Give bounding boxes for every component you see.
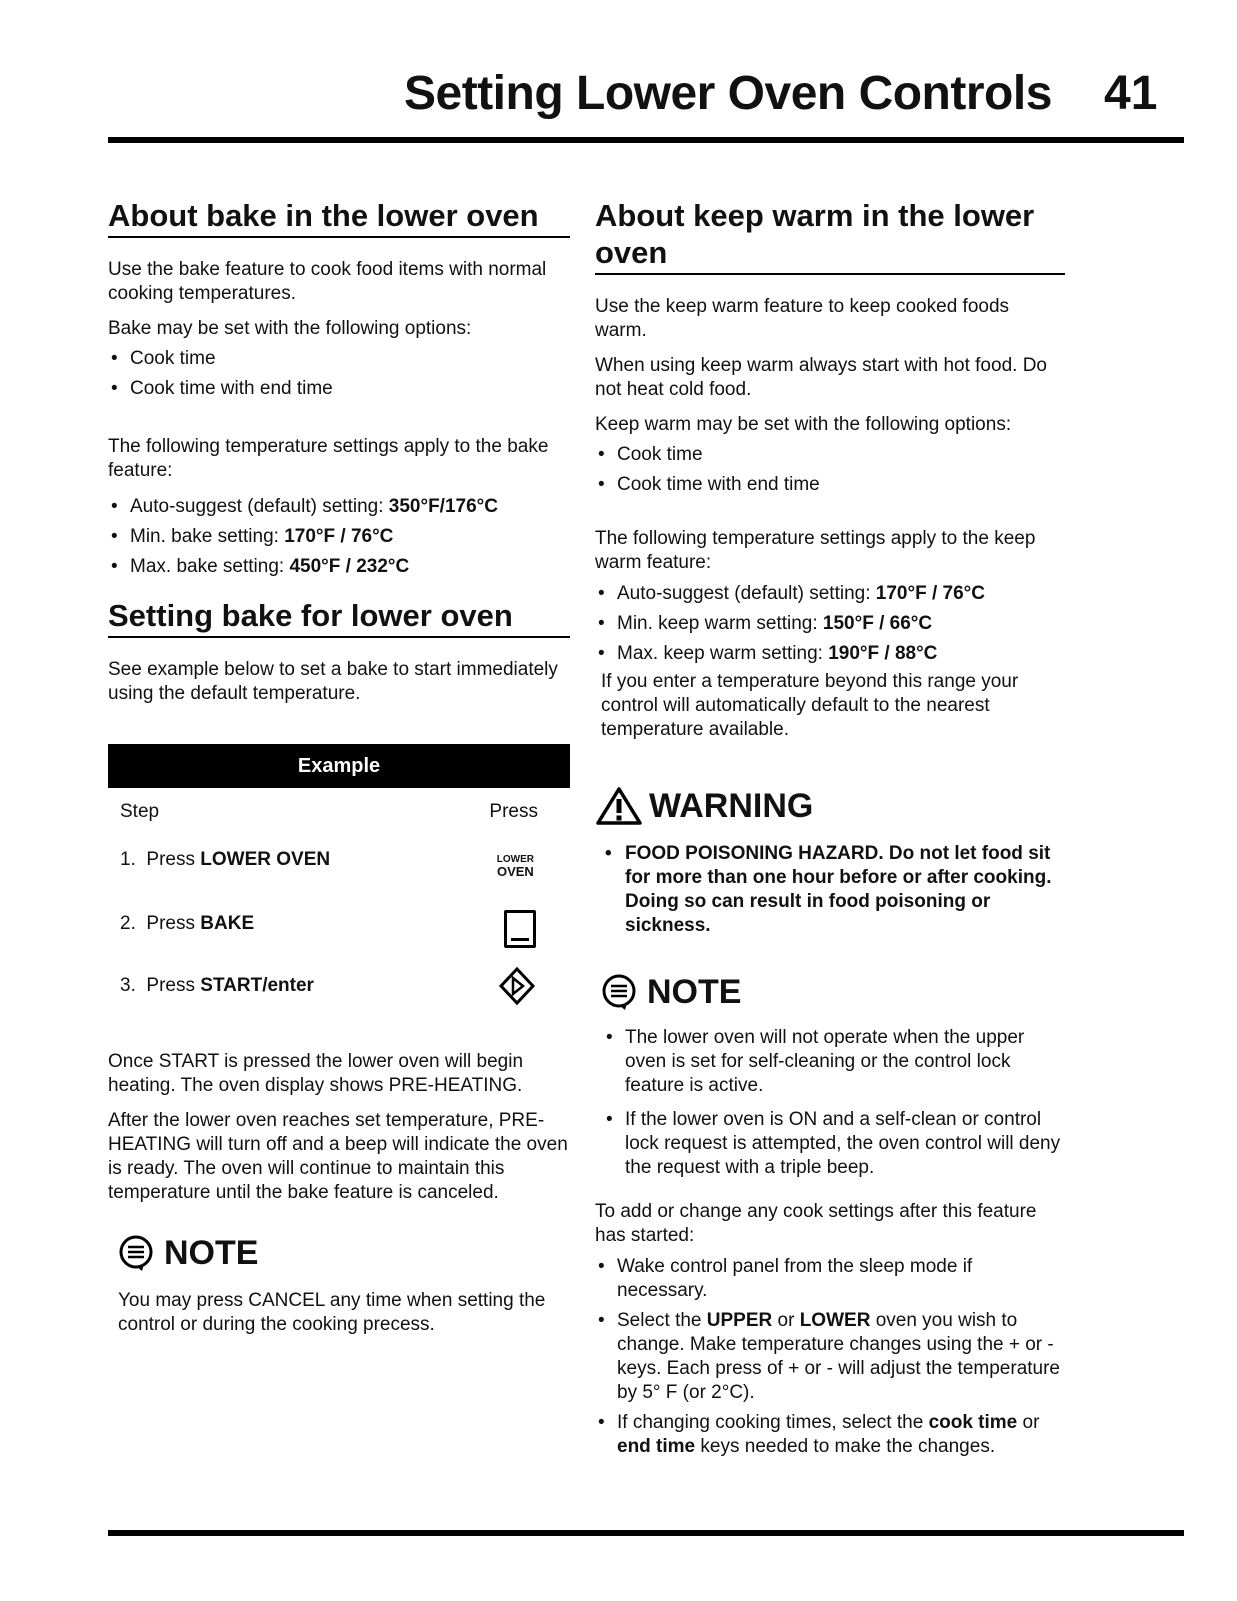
lower-oven-key-icon: LOWER OVEN	[496, 854, 534, 879]
bake-options-intro: Bake may be set with the following options:	[108, 318, 472, 339]
warning-list	[595, 842, 1065, 938]
bake-intro: Use the bake feature to cook food items with normal cooking temperatures.	[108, 259, 547, 304]
step-table-header	[108, 800, 570, 824]
setting-heading: Setting bake for lower oven	[108, 597, 570, 638]
page-title: Setting Lower Oven Controls	[404, 67, 1052, 120]
bake-temp-list	[108, 495, 570, 579]
list-item: • Max. keep warm setting: 190°F / 88°C	[595, 642, 1065, 666]
step-row: 3. Press START/enter	[108, 974, 570, 998]
note-heading: NOTE	[595, 972, 1065, 1012]
keep-warm-hot-food: When using keep warm always start with hot food. Do not heat cold food.	[595, 355, 1047, 400]
keep-warm-intro: Use the keep warm feature to keep cooked foods warm.	[595, 296, 1010, 341]
bake-key-icon	[504, 910, 536, 948]
step-row: 1. Press LOWER OVEN LOWER OVEN	[120, 849, 534, 879]
keep-warm-heading: About keep warm in the lower oven	[595, 197, 1065, 275]
left-column	[108, 197, 570, 1337]
top-rule	[108, 137, 1184, 143]
list-item: • Cook time	[595, 443, 1065, 467]
bottom-rule	[108, 1530, 1184, 1536]
warning-icon	[595, 786, 643, 826]
after-start-paragraph: Once START is pressed the lower oven will begin heating. The oven display shows PRE-HEATING.	[108, 1051, 524, 1096]
press-header: Press	[489, 801, 538, 822]
change-settings-list	[595, 1255, 1065, 1459]
list-item: • If the lower oven is ON and a self-clean or control lock request is attempted, the oven control will deny the request with a triple beep.	[603, 1108, 1065, 1180]
list-item: • Cook time	[108, 347, 570, 371]
list-item: • Cook time with end time	[108, 377, 570, 401]
start-key-icon	[498, 966, 536, 1006]
list-item: • Auto-suggest (default) setting: 350°F/176°C	[108, 495, 570, 519]
list-item: • The lower oven will not operate when the upper oven is set for self-cleaning or the control lock feature is active.	[603, 1026, 1065, 1098]
bake-options-list	[108, 347, 570, 401]
bake-temp-intro: The following temperature settings apply to the bake feature:	[108, 436, 549, 481]
setting-intro: See example below to set a bake to start immediately using the default temperature.	[108, 659, 558, 704]
note-icon	[118, 1235, 154, 1271]
list-item: • Select the UPPER or LOWER oven you wish to change. Make temperature changes using the + or - keys. Each press of + or - will adjust the temperature by 5° F (or 2°C).	[595, 1309, 1065, 1405]
preheat-paragraph: After the lower oven reaches set temperature, PRE-HEATING will turn off and a beep will indicate the oven is ready. The oven will continue to maintain this temperature until the bake feature is canceled.	[108, 1110, 568, 1203]
list-item: • Max. bake setting: 450°F / 232°C	[108, 555, 570, 579]
change-settings-intro: To add or change any cook settings after this feature has started:	[595, 1201, 1037, 1246]
right-column	[595, 197, 1065, 1459]
example-bar: Example	[108, 744, 570, 788]
keep-warm-range-note: If you enter a temperature beyond this range your control will automatically default to the nearest temperature available.	[601, 671, 1019, 740]
page-number: 41	[1104, 67, 1158, 120]
list-item: • Cook time with end time	[595, 473, 1065, 497]
warning-heading: WARNING	[595, 786, 1065, 826]
note-text: You may press CANCEL any time when setting the control or during the cooking precess.	[118, 1290, 546, 1335]
list-item: • Min. keep warm setting: 150°F / 66°C	[595, 612, 1065, 636]
list-item: • Auto-suggest (default) setting: 170°F / 76°C	[595, 582, 1065, 606]
list-item: • Wake control panel from the sleep mode if necessary.	[595, 1255, 1065, 1303]
list-item: • Min. bake setting: 170°F / 76°C	[108, 525, 570, 549]
warning-text: • FOOD POISONING HAZARD. Do not let food sit for more than one hour before or after cooking. Doing so can result in food poisoning or sickness.	[595, 842, 1065, 938]
list-item: • If changing cooking times, select the cook time or end time keys needed to make the changes.	[595, 1411, 1065, 1459]
step-row: 2. Press BAKE	[108, 912, 570, 936]
step-header: Step	[120, 801, 160, 822]
keep-warm-options-list	[595, 443, 1065, 497]
keep-warm-options-intro: Keep warm may be set with the following options:	[595, 414, 1012, 435]
note-icon	[601, 974, 637, 1010]
note-heading: NOTE	[108, 1233, 570, 1273]
bake-heading: About bake in the lower oven	[108, 197, 570, 238]
keep-warm-temp-list	[595, 582, 1065, 666]
keep-warm-temp-intro: The following temperature settings apply to the keep warm feature:	[595, 528, 1036, 573]
note-list	[595, 1026, 1065, 1180]
